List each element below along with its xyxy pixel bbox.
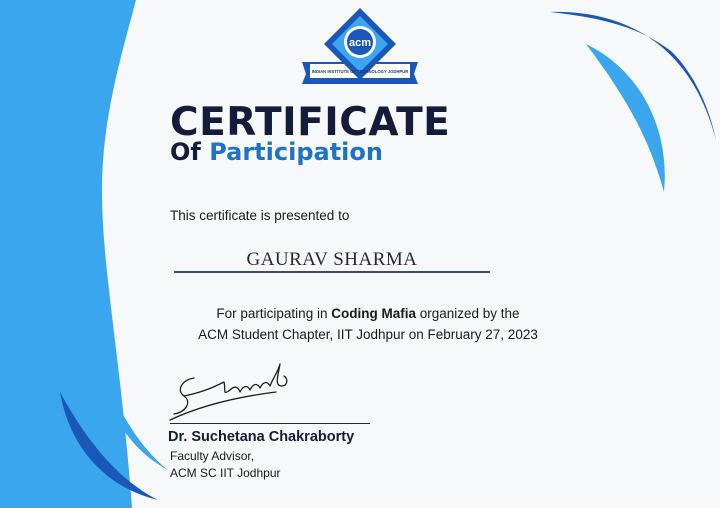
logo-badge-text: acm [348, 37, 372, 49]
handwritten-signature [164, 356, 294, 422]
event-name: Coding Mafia [331, 306, 416, 321]
certificate-subtitle [170, 138, 383, 166]
participation-description [140, 303, 596, 345]
name-underline [174, 271, 490, 273]
desc-prefix: For participating in [216, 306, 328, 321]
desc-line2: ACM Student Chapter, IIT Jodhpur on February 27, 2023 [198, 327, 538, 342]
acm-logo [296, 6, 424, 88]
subtitle-participation: Participation [209, 138, 383, 166]
desc-suffix: organized by the [419, 306, 520, 321]
logo-ribbon-text: INDIAN INSTITUTE OF TECHNOLOGY JODHPUR [311, 69, 409, 74]
recipient-name: GAURAV SHARMA [246, 249, 418, 270]
top-right-light-crescent [586, 44, 665, 192]
subtitle-of: Of [170, 138, 201, 166]
top-right-dark-crescent [550, 12, 716, 140]
signer-role: Faculty Advisor, [170, 449, 255, 463]
signer-details [170, 448, 280, 482]
presented-text: This certificate is presented to [170, 208, 350, 223]
left-swoosh [0, 0, 136, 508]
signer-name: Dr. Suchetana Chakraborty [168, 429, 355, 445]
certificate-title: CERTIFICATE [170, 100, 451, 145]
signature-line [170, 423, 370, 424]
signer-org: ACM SC IIT Jodhpur [170, 466, 281, 480]
